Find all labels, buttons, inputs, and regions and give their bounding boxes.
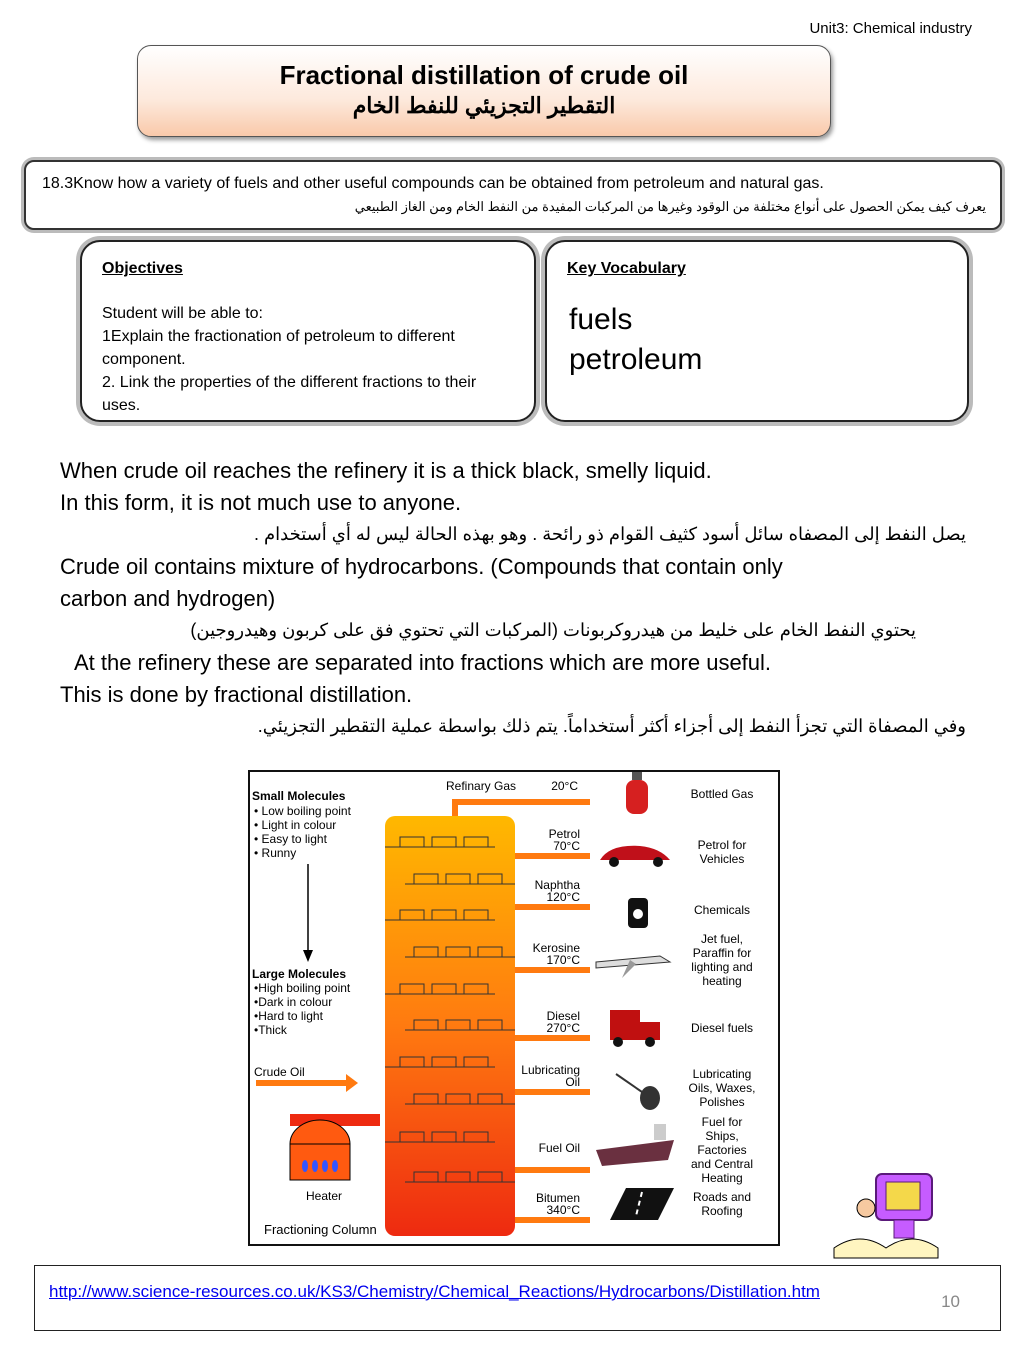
fraction-item <box>539 1115 753 1185</box>
crude-oil-label: Crude Oil <box>254 1065 305 1079</box>
fraction-use: and Central <box>690 1157 754 1171</box>
heater-base <box>290 1144 350 1180</box>
fraction-use: heating <box>702 974 742 988</box>
body-text: carbon and hydrogen) <box>60 586 276 611</box>
large-prop: •High boiling point <box>254 981 351 995</box>
body-text: This is done by fractional distillation. <box>60 682 413 707</box>
open-book-icon <box>834 1239 938 1258</box>
reading-student-clipart <box>830 1168 942 1264</box>
fraction-temperature: 340°C <box>546 1203 580 1217</box>
fraction-use: Roofing <box>701 1204 743 1218</box>
objective-intro: Student will be able to: <box>102 305 263 322</box>
objectives-panel <box>80 240 536 422</box>
page-number: 10 <box>941 1292 960 1311</box>
standard-box <box>24 160 1002 230</box>
objective-item: 2. Link the properties of the different fractions to their uses. <box>102 374 477 414</box>
ship-icon <box>596 1124 674 1166</box>
fraction-temperature: 120°C <box>546 890 580 904</box>
fraction-use: Diesel fuels <box>690 1021 754 1035</box>
large-prop: •Thick <box>254 1023 287 1037</box>
fraction-temperature: 70°C <box>553 839 580 853</box>
down-arrow-icon <box>303 950 313 962</box>
body-text: Crude oil contains mixture of hydrocarbons. (Compounds that contain only <box>60 554 783 579</box>
small-prop: • Light in colour <box>254 818 337 832</box>
fraction-item <box>533 932 753 988</box>
standard-text: 18.3Know how a variety of fuels and other useful compounds can be obtained from petroleum and natural gas. <box>42 175 824 192</box>
fraction-name: Lubricating <box>521 1063 580 1077</box>
fraction-name: Petrol <box>548 827 580 841</box>
source-link[interactable]: http://www.science-resources.co.uk/KS3/Chemistry/Chemical_Reactions/Hydrocarbons/Distillation.htm <box>49 1282 820 1301</box>
fraction-name: Kerosine <box>532 941 580 955</box>
objectives-list <box>102 302 517 417</box>
road-icon <box>610 1188 674 1220</box>
fraction-item <box>446 772 753 814</box>
small-prop: • Runny <box>254 846 297 860</box>
fraction-use: Jet fuel, <box>700 932 744 946</box>
crude-oil-arrow <box>346 1074 358 1092</box>
gas-cylinder-icon <box>626 772 648 814</box>
fraction-name: Diesel <box>546 1009 580 1023</box>
fraction-item <box>535 878 750 928</box>
fraction-name: Oil <box>565 1075 580 1089</box>
distillation-diagram <box>248 770 780 1246</box>
fraction-item <box>547 1009 754 1047</box>
fraction-use: Petrol for <box>697 838 747 852</box>
large-prop: •Dark in colour <box>254 995 333 1009</box>
vocabulary-word: fuels <box>569 303 633 336</box>
fraction-use: Polishes <box>699 1095 745 1109</box>
distillation-svg <box>250 772 778 1244</box>
vocabulary-panel <box>545 240 969 422</box>
fraction-name: Bitumen <box>535 1191 580 1205</box>
fraction-name: Refinary Gas <box>446 779 517 793</box>
title-box <box>137 45 831 137</box>
small-prop: • Easy to light <box>254 832 327 846</box>
unit-label: Unit3: Chemical industry <box>809 20 972 37</box>
vocabulary-word: petroleum <box>569 343 703 376</box>
body-text: At the refinery these are separated into fractions which are more useful. <box>74 650 772 675</box>
fraction-temperature: 170°C <box>546 953 580 967</box>
standard-text-arabic: يعرف كيف يمكن الحصول على أنواع مختلفة من الوقود وغيرها من المركبات المفيدة من النفط الخام ومن الغاز الطبيعي <box>354 199 986 214</box>
body-text: In this form, it is not much use to anyone. <box>60 490 462 515</box>
chemical-bottle-icon <box>628 898 648 928</box>
heater-label: Heater <box>306 1189 343 1203</box>
body-text: When crude oil reaches the refinery it is a thick black, smelly liquid. <box>60 458 712 483</box>
fraction-use: Bottled Gas <box>690 787 754 801</box>
fraction-item <box>521 1063 755 1110</box>
oil-can-icon <box>616 1074 660 1110</box>
fraction-use: Chemicals <box>693 903 751 917</box>
fraction-temperature: 20°C <box>551 779 578 793</box>
small-prop: • Low boiling point <box>254 804 351 818</box>
fraction-name: Fuel Oil <box>538 1141 580 1155</box>
body-text-arabic: يحتوي النفط الخام على خليط من هيدروكربونات (المركبات التي تحتوي فق على كربون وهيدروجين) <box>190 620 916 640</box>
small-molecules-heading: Small Molecules <box>252 789 346 803</box>
fraction-name: Naphtha <box>534 878 580 892</box>
objective-item: 1Explain the fractionation of petroleum to different component. <box>102 328 455 368</box>
fraction-use: Vehicles <box>699 852 745 866</box>
fraction-use: Fuel for <box>701 1115 743 1129</box>
fraction-temperature: 270°C <box>546 1021 580 1035</box>
page-title: Fractional distillation of crude oil <box>279 60 689 90</box>
airplane-icon <box>596 956 670 978</box>
footer-box <box>34 1265 1001 1331</box>
car-icon <box>600 846 670 867</box>
body-text-arabic: وفي المصفاة التي تجزأ النفط إلى أجزاء أكثر أستخداماً. يتم ذلك بواسطة عملية التقطير التجزيئي. <box>257 716 966 736</box>
fraction-pipe <box>455 802 590 816</box>
fraction-use: Paraffin for <box>692 946 752 960</box>
fraction-use: Lubricating <box>692 1067 752 1081</box>
large-molecules-heading: Large Molecules <box>252 967 347 981</box>
fraction-item <box>549 827 747 867</box>
fractioning-column <box>385 816 515 1236</box>
fraction-use: Roads and <box>692 1190 752 1204</box>
fraction-use: Ships, <box>705 1129 739 1143</box>
page-title-arabic: التقطير التجزيئي للنفط الخام <box>352 93 616 118</box>
large-prop: •Hard to light <box>254 1009 323 1023</box>
fraction-use: lighting and <box>691 960 753 974</box>
objectives-heading: Objectives <box>102 260 183 277</box>
truck-icon <box>610 1010 660 1047</box>
fraction-item <box>536 1188 751 1220</box>
fraction-use: Heating <box>701 1171 743 1185</box>
fraction-use: Factories <box>697 1143 747 1157</box>
fraction-use: Oils, Waxes, <box>688 1081 756 1095</box>
column-label: Fractioning Column <box>264 1222 377 1237</box>
body-text-arabic: يصل النفط إلى المصفاه سائل أسود كثيف القوام ذو رائحة . وهو بهذه الحالة ليس له أي أستخدام . <box>254 524 966 544</box>
vocabulary-list <box>569 300 702 380</box>
vocabulary-heading: Key Vocabulary <box>567 260 686 277</box>
